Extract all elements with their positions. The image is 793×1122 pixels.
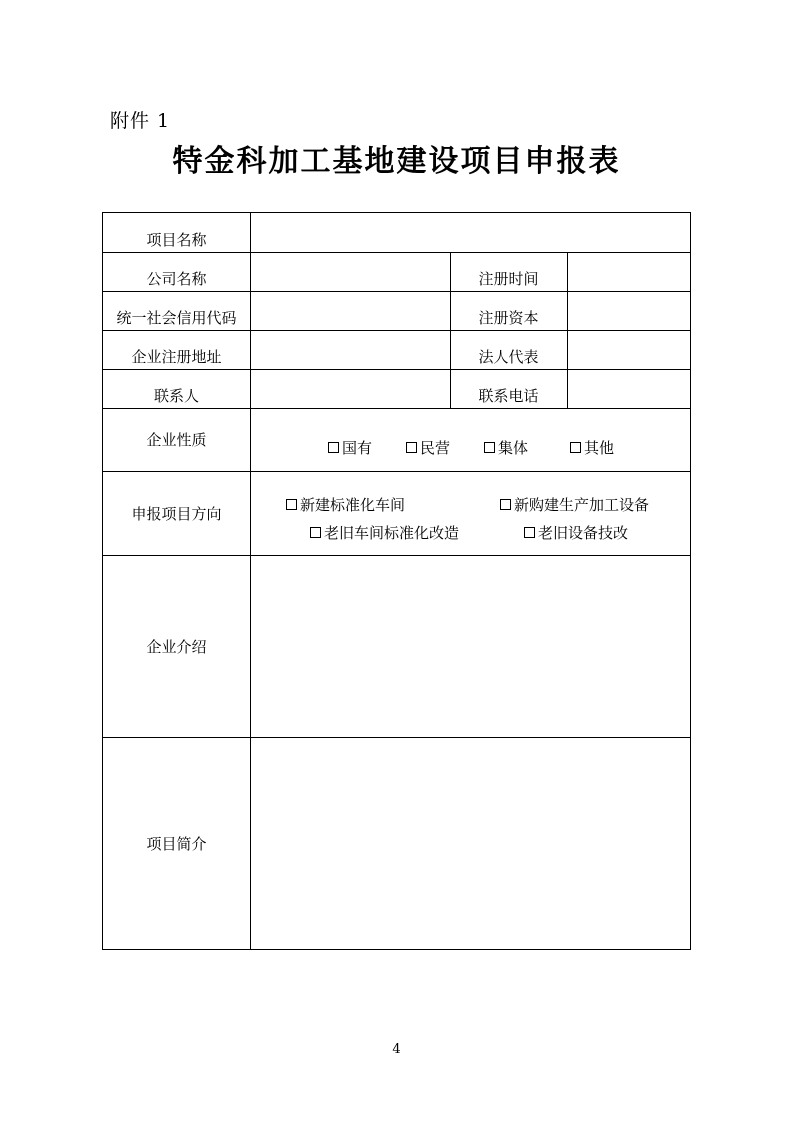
checkbox-icon[interactable] — [524, 527, 535, 538]
project-name-field[interactable] — [252, 214, 689, 251]
nature-option-collective[interactable]: 集体 — [484, 437, 528, 458]
column-divider — [567, 252, 568, 408]
direction-option-equipment-upgrade[interactable]: 老旧设备技改 — [524, 522, 628, 543]
company-name-label: 公司名称 — [146, 270, 207, 288]
direction-option-workshop-renovation[interactable]: 老旧车间标准化改造 — [310, 522, 459, 543]
direction-option-new-equipment[interactable]: 新购建生产加工设备 — [500, 494, 649, 515]
checkbox-icon[interactable] — [406, 442, 417, 453]
company-name-field[interactable] — [252, 253, 449, 290]
direction-option-new-workshop[interactable]: 新建标准化车间 — [286, 494, 405, 515]
page-number: 4 — [392, 1042, 401, 1057]
reg-capital-field[interactable] — [569, 292, 689, 329]
reg-address-label: 企业注册地址 — [131, 348, 222, 366]
column-divider — [250, 213, 251, 949]
credit-code-field[interactable] — [252, 292, 449, 329]
phone-field[interactable] — [569, 370, 689, 407]
nature-option-private[interactable]: 民营 — [406, 437, 450, 458]
credit-code-label: 统一社会信用代码 — [116, 309, 237, 327]
reg-time-label: 注册时间 — [478, 270, 539, 288]
direction-label: 申报项目方向 — [131, 504, 222, 523]
checkbox-icon[interactable] — [500, 499, 511, 510]
legal-rep-field[interactable] — [569, 331, 689, 368]
phone-label: 联系电话 — [478, 387, 539, 405]
contact-field[interactable] — [252, 370, 449, 407]
reg-capital-label: 注册资本 — [478, 309, 539, 327]
project-brief-field[interactable] — [252, 739, 689, 948]
reg-time-field[interactable] — [569, 253, 689, 290]
reg-address-field[interactable] — [252, 331, 449, 368]
project-name-label: 项目名称 — [146, 231, 207, 249]
application-form-table — [102, 212, 691, 950]
nature-option-other[interactable]: 其他 — [570, 437, 614, 458]
nature-label: 企业性质 — [146, 431, 207, 449]
project-brief-label: 项目简介 — [146, 834, 207, 853]
company-intro-field[interactable] — [252, 557, 689, 736]
attachment-label: 附件 1 — [110, 110, 171, 132]
legal-rep-label: 法人代表 — [478, 348, 539, 366]
checkbox-icon[interactable] — [328, 442, 339, 453]
checkbox-icon[interactable] — [286, 499, 297, 510]
checkbox-icon[interactable] — [484, 442, 495, 453]
contact-label: 联系人 — [153, 387, 199, 405]
intro-label: 企业介绍 — [146, 637, 207, 656]
form-title: 特金科加工基地建设项目申报表 — [172, 144, 621, 179]
checkbox-icon[interactable] — [570, 442, 581, 453]
nature-option-state[interactable]: 国有 — [328, 437, 372, 458]
checkbox-icon[interactable] — [310, 527, 321, 538]
